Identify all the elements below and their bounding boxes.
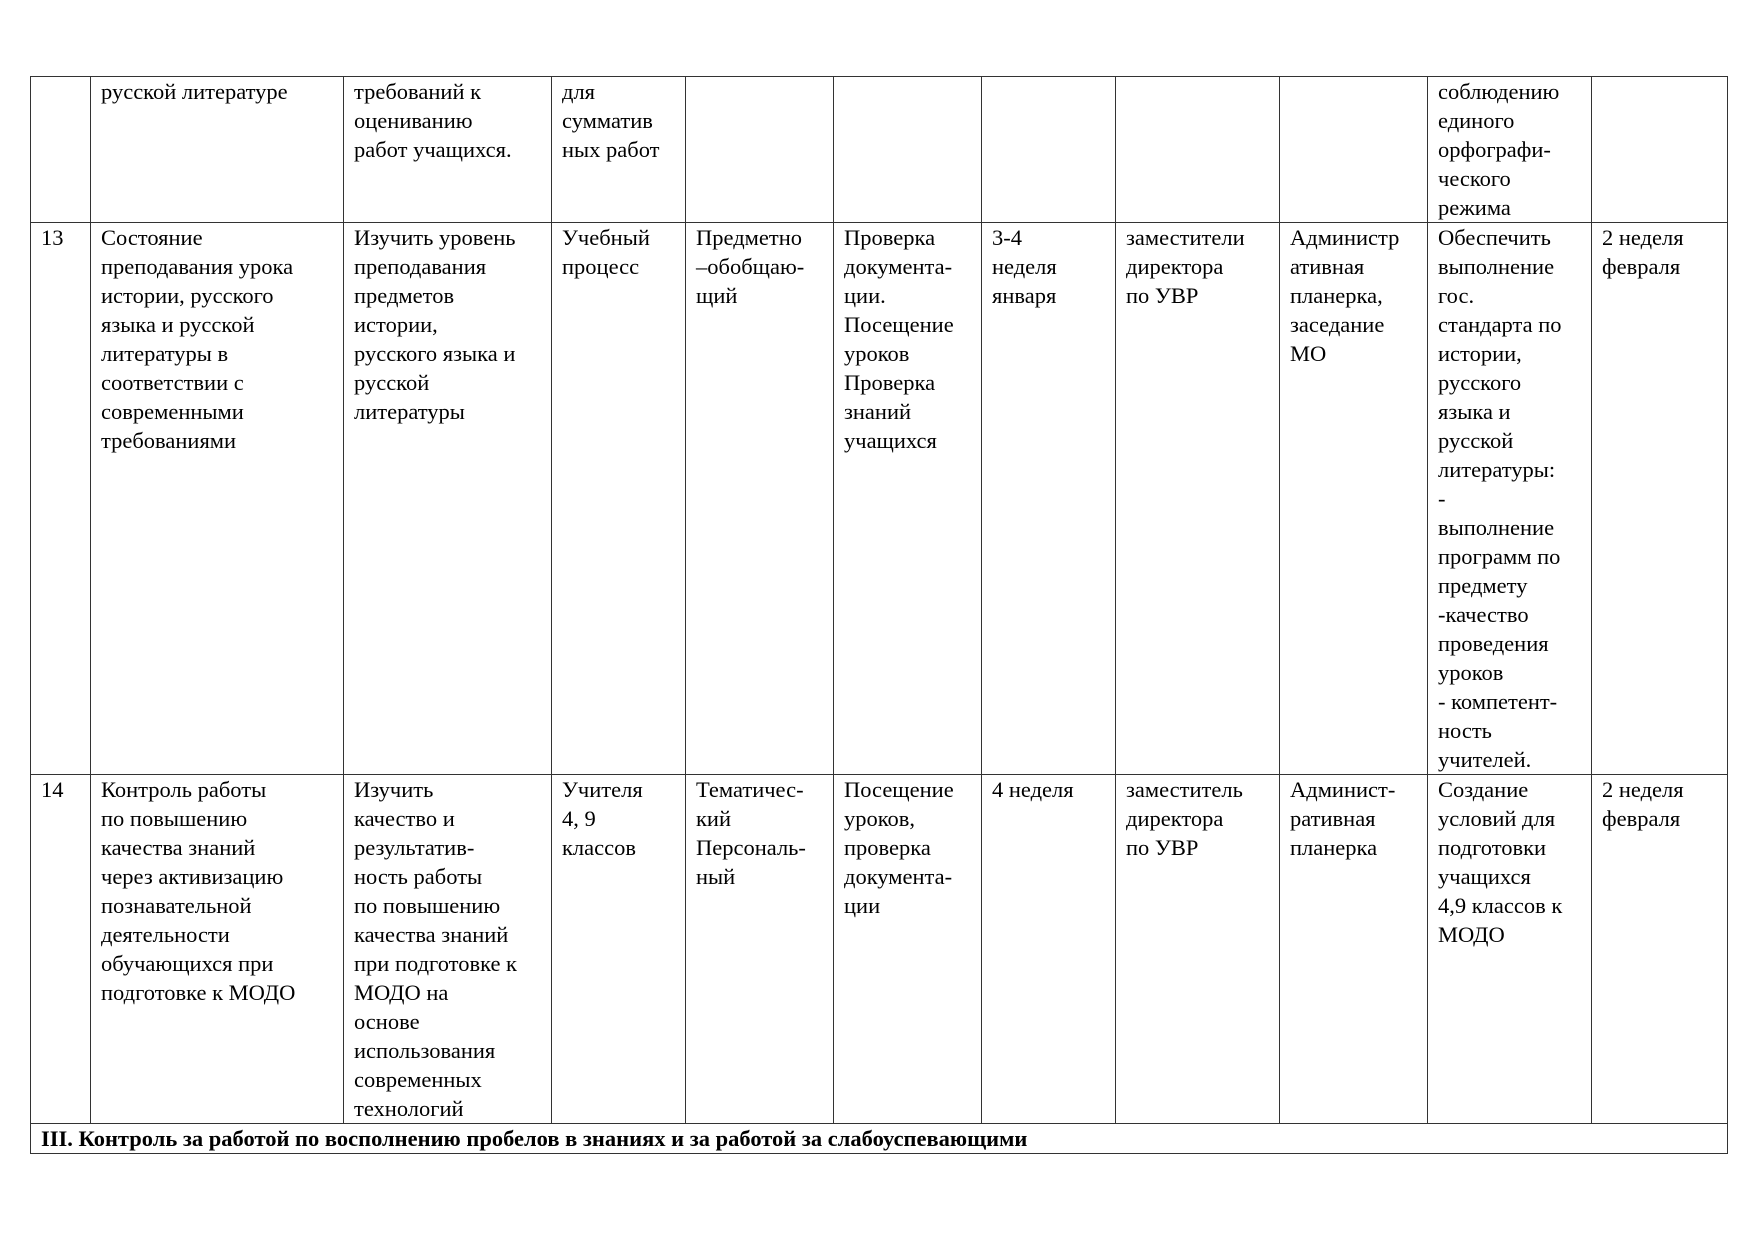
row-number-cell: 13: [31, 223, 91, 775]
responsible-cell: заместитель директора по УВР: [1116, 775, 1280, 1124]
recheck-cell: [1592, 77, 1728, 223]
period-cell: 3-4 неделя января: [982, 223, 1116, 775]
row-number-cell: 14: [31, 775, 91, 1124]
topic-cell: Контроль работы по повышению качества знаний через активизацию познавательной деятельности обучающихся при подготовке к МОДО: [91, 775, 344, 1124]
period-cell: 4 неделя: [982, 775, 1116, 1124]
table-row: [31, 775, 1728, 1124]
method-cell: [834, 77, 982, 223]
object-cell: Учебный процесс: [552, 223, 686, 775]
object-cell: для сумматив ных работ: [552, 77, 686, 223]
table-row: [31, 77, 1728, 223]
object-cell: Учителя 4, 9 классов: [552, 775, 686, 1124]
responsible-cell: заместители директора по УВР: [1116, 223, 1280, 775]
topic-cell: русской литературе: [91, 77, 344, 223]
review-place-cell: Админист- ративная планерка: [1280, 775, 1428, 1124]
decision-cell: Обеспечить выполнение гос. стандарта по истории, русского языка и русской литературы: - выполнение программ по предмету -качество проведения уроков - компетент- ность учителей.: [1428, 223, 1592, 775]
goal-cell: требований к оцениванию работ учащихся.: [344, 77, 552, 223]
decision-cell: Создание условий для подготовки учащихся 4,9 классов к МОДО: [1428, 775, 1592, 1124]
decision-cell: соблюдению единого орфографи- ческого режима: [1428, 77, 1592, 223]
goal-cell: Изучить качество и результатив- ность работы по повышению качества знаний при подготовке к МОДО на основе использования современных технологий: [344, 775, 552, 1124]
recheck-cell: 2 неделя февраля: [1592, 223, 1728, 775]
section-heading-row: [31, 1124, 1728, 1154]
goal-cell: Изучить уровень преподавания предметов истории, русского языка и русской литературы: [344, 223, 552, 775]
method-cell: Проверка документа- ции. Посещение уроков Проверка знаний учащихся: [834, 223, 982, 775]
control-plan-table: [30, 76, 1728, 1154]
control-type-cell: Тематичес- кий Персональ- ный: [686, 775, 834, 1124]
recheck-cell: 2 неделя февраля: [1592, 775, 1728, 1124]
review-place-cell: Администр ативная планерка, заседание МО: [1280, 223, 1428, 775]
row-number-cell: [31, 77, 91, 223]
control-type-cell: [686, 77, 834, 223]
control-type-cell: Предметно –обобщаю- щий: [686, 223, 834, 775]
period-cell: [982, 77, 1116, 223]
section-heading: III. Контроль за работой по восполнению пробелов в знаниях и за работой за слабоуспевающими: [31, 1124, 1728, 1154]
review-place-cell: [1280, 77, 1428, 223]
method-cell: Посещение уроков, проверка документа- ции: [834, 775, 982, 1124]
topic-cell: Состояние преподавания урока истории, русского языка и русской литературы в соответствии с современными требованиями: [91, 223, 344, 775]
responsible-cell: [1116, 77, 1280, 223]
table-row: [31, 223, 1728, 775]
